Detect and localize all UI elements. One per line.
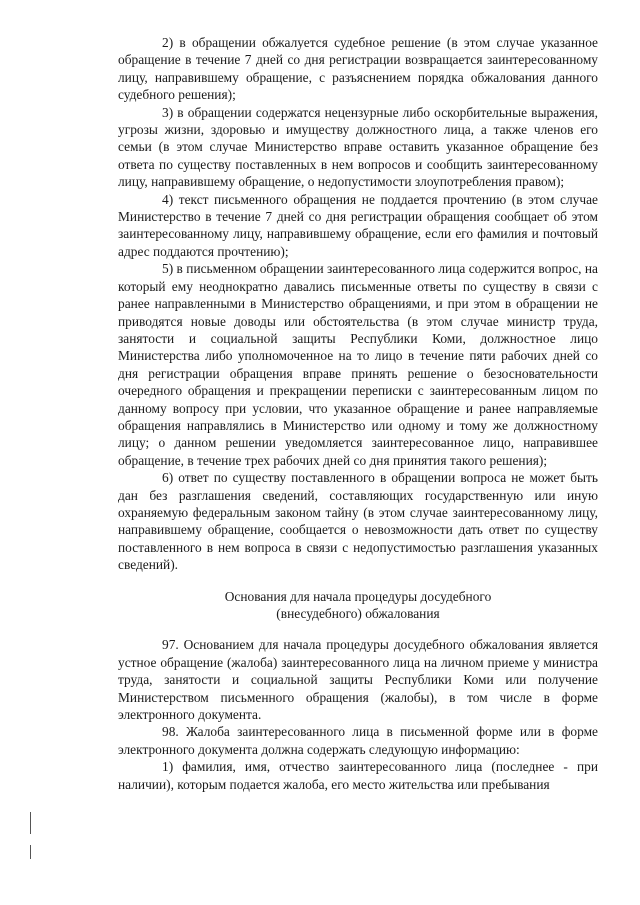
clause-2: 2) в обращении обжалуется судебное решение (в этом случае указанное обращение в течение 7 дней со дня регистрации возвращается заинтересованному лицу, направившему обращение, с разъяснением порядка обжалования данного судебного решения); [118,35,598,103]
clause-5: 5) в письменном обращении заинтересованного лица содержится вопрос, на который ему неоднократно давались письменные ответы по существу в связи с ранее направленными в Министерство обращениями, и при этом в обращении не приводятся новые доводы или обстоятельства (в этом случае министр труда, занятости и социальной защиты Республики Коми, должностное лицо Министерства либо уполномоченное на то лицо в течение пяти рабочих дней со дня регистрации обращения вправе принять решение о безосновательности очередного обращения и прекращении переписки с заинтересованным лицом по данному вопросу при условии, что указанное обращение и ранее направляемые обращения направлялись в Министерство или одному и тому же должностному лицу; о данном решении уведомляется заинтересованное лицо, направившее обращение, в течение трех рабочих дней со дня принятия такого решения); [118,261,598,468]
clause-4: 4) текст письменного обращения не поддается прочтению (в этом случае Министерство в течение 7 дней со дня регистрации обращения сообщает об этом заинтересованному лицу, направившему обращение, если его фамилия и почтовый адрес поддаются прочтению); [118,191,598,259]
scan-margin-mark [30,812,31,834]
section-heading [118,588,598,623]
section-heading-line-2: (внесудебного) обжалования [276,606,440,621]
clause-6: 6) ответ по существу поставленного в обращении вопроса не может быть дан без разглашения сведений, составляющих государственную или иную охраняемую федеральным законом тайну (в этом случае заинтересованному лицу, направившему обращение, сообщается о невозможности дать ответ по существу поставленного в нем вопроса в связи с недопустимостью разглашения указанных сведений). [118,470,598,573]
paragraph-98: 98. Жалоба заинтересованного лица в письменной форме или в форме электронного документа должна содержать следующую информацию: [118,724,598,757]
clause-3: 3) в обращении содержатся нецензурные либо оскорбительные выражения, угрозы жизни, здоровью и имуществу должностного лица, а также членов его семьи (в этом случае Министерство вправе оставить указанное обращение без ответа по существу поставленных в нем вопросов и сообщить заинтересованному лицу, направившему обращение, о недопустимости злоупотребления правом); [118,104,598,190]
document-page [118,34,598,793]
paragraph-98-item-1: 1) фамилия, имя, отчество заинтересованного лица (последнее - при наличии), которым подается жалоба, его место жительства или пребывания [118,759,598,792]
paragraph-97: 97. Основанием для начала процедуры досудебного обжалования является устное обращение (жалоба) заинтересованного лица на личном приеме у министра труда, занятости и социальной защиты Республики Коми или получение Министерством письменного обращения (жалобы), в том числе в форме электронного документа. [118,637,598,723]
section-heading-line-1: Основания для начала процедуры досудебного [224,588,492,604]
scan-margin-mark [30,845,31,859]
